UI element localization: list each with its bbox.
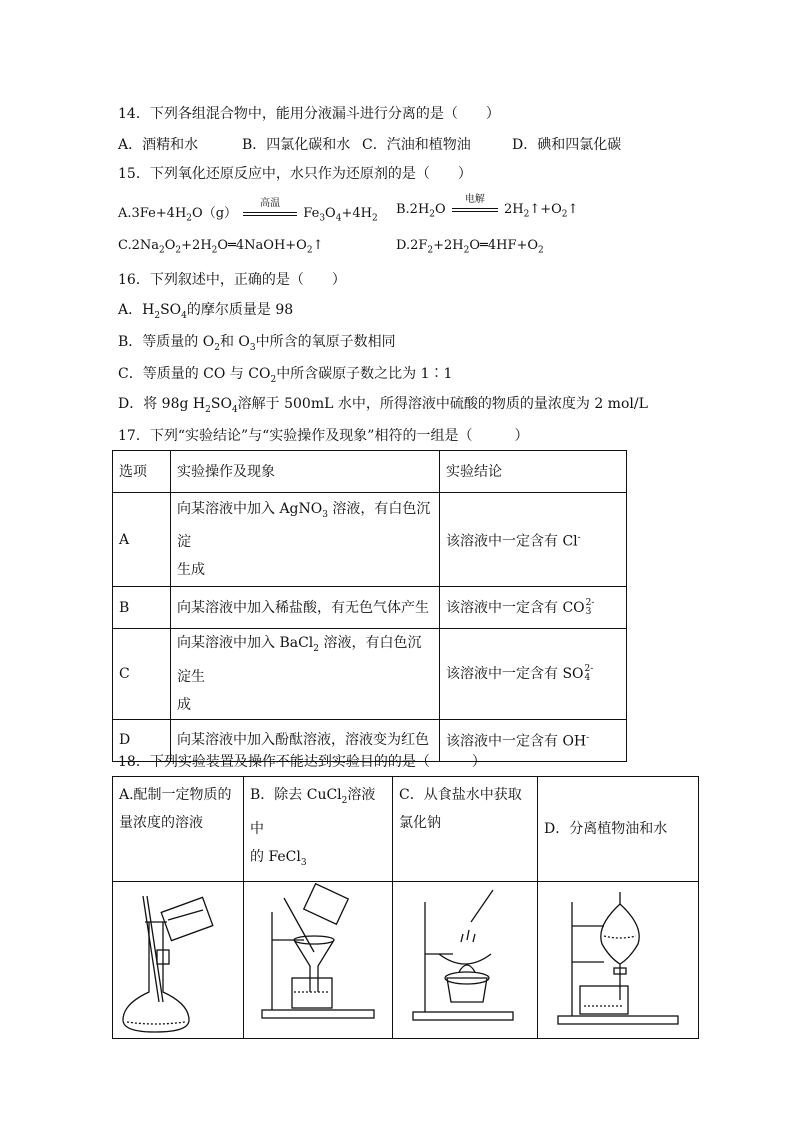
table-header: 实验操作及现象 xyxy=(171,451,440,493)
q14-stem: 14．下列各组混合物中，能用分液漏斗进行分离的是（ ） xyxy=(118,106,500,122)
table-header: 选项 xyxy=(113,451,171,493)
table-cell-conclusion: 该溶液中一定含有 SO2- 4 xyxy=(440,629,627,720)
apparatus-a xyxy=(113,881,244,1038)
table-header: 实验结论 xyxy=(440,451,627,493)
q18-stem: 18．下列实验装置及操作不能达到实验目的的是（ ） xyxy=(118,754,486,770)
q18-table xyxy=(112,776,699,1039)
q16-option-b[interactable]: B．等质量的 $O_2$和 $O_3$中所含的氧原子数相同 xyxy=(118,334,396,353)
q18-option-d[interactable]: D．分离植物油和水 xyxy=(538,777,699,882)
q15-option-b[interactable]: $B.2H_2O$ 电解 $2H_2↑+O_2↑$ xyxy=(396,202,578,220)
table-row[interactable] xyxy=(113,493,627,587)
filtration-icon xyxy=(244,882,392,1038)
table-cell-operation: 向某溶液中加入稀盐酸，有无色气体产生 xyxy=(171,587,440,629)
q15-stem: 15．下列氧化还原反应中，水只作为还原剂的是（ ） xyxy=(118,166,472,182)
table-cell-conclusion: 该溶液中一定含有 CO2- 3 xyxy=(440,587,627,629)
apparatus-d xyxy=(538,881,699,1038)
q15-option-a[interactable]: $A.3Fe+4H_2O(g)$ 高温 $Fe_3O_4+4H_2$ xyxy=(118,202,378,224)
q18-option-b[interactable]: B．除去 CuCl$_2$溶液中 的 FeCl$_3$ xyxy=(244,777,393,882)
table-cell-operation: 向某溶液中加入 BaCl$_2$ 溶液，有白色沉淀生 成 xyxy=(171,629,440,720)
q16-option-d[interactable]: D．将 98g $H_2SO_4$溶解于 500mL 水中，所得溶液中硫酸的物质的量浓度为 2 mol/L xyxy=(118,396,648,415)
table-cell-conclusion: 该溶液中一定含有 Cl- xyxy=(440,493,627,587)
table-row[interactable] xyxy=(113,629,627,720)
apparatus-c xyxy=(393,881,538,1038)
condition-label: 高温 xyxy=(260,198,281,209)
table-cell-conclusion: 该溶液中一定含有 OH- xyxy=(440,719,627,761)
apparatus-b xyxy=(244,881,393,1038)
table-cell-option: C xyxy=(113,629,171,720)
q17-stem: 17．下列“实验结论”与“实验操作及现象”相符的一组是（ ） xyxy=(118,428,529,444)
q17-table xyxy=(112,450,627,762)
condition-label: 电解 xyxy=(464,194,485,205)
q14-option-d[interactable]: D．碘和四氯化碳 xyxy=(512,137,622,153)
q16-option-a[interactable]: A．$H_2SO_4$的摩尔质量是 98 xyxy=(118,302,294,321)
table-row[interactable] xyxy=(113,587,627,629)
q18-option-c[interactable]: C．从食盐水中获取 氯化钠 xyxy=(393,777,538,882)
table-cell-operation: 向某溶液中加入 AgNO$_3$ 溶液，有白色沉淀 生成 xyxy=(171,493,440,587)
q15-option-d[interactable]: $D.2F_2+2H_2O═4HF+O_2$ xyxy=(396,238,544,256)
q15-option-c[interactable]: $C.2Na_2O_2+2H_2O═4NaOH+O_2↑$ xyxy=(118,238,324,256)
table-cell-option: A xyxy=(113,493,171,587)
table-cell-option: B xyxy=(113,587,171,629)
separatory-funnel-icon xyxy=(538,882,698,1038)
table-cell-option: D xyxy=(113,719,171,761)
q18-option-a[interactable]: A.配制一定物质的 量浓度的溶液 xyxy=(113,777,244,882)
q14-option-a[interactable]: A．酒精和水 xyxy=(118,137,199,153)
volumetric-flask-icon xyxy=(113,882,243,1038)
q16-option-c[interactable]: C．等质量的 CO 与 $CO_2$中所含碳原子数之比为 1∶1 xyxy=(118,366,453,385)
table-cell-operation: 向某溶液中加入酚酞溶液，溶液变为红色 xyxy=(171,719,440,761)
evaporation-icon xyxy=(393,882,537,1038)
q14-option-b[interactable]: B．四氯化碳和水 xyxy=(242,137,351,153)
q14-option-c[interactable]: C．汽油和植物油 xyxy=(362,137,471,153)
q16-stem: 16．下列叙述中，正确的是（ ） xyxy=(118,272,346,288)
